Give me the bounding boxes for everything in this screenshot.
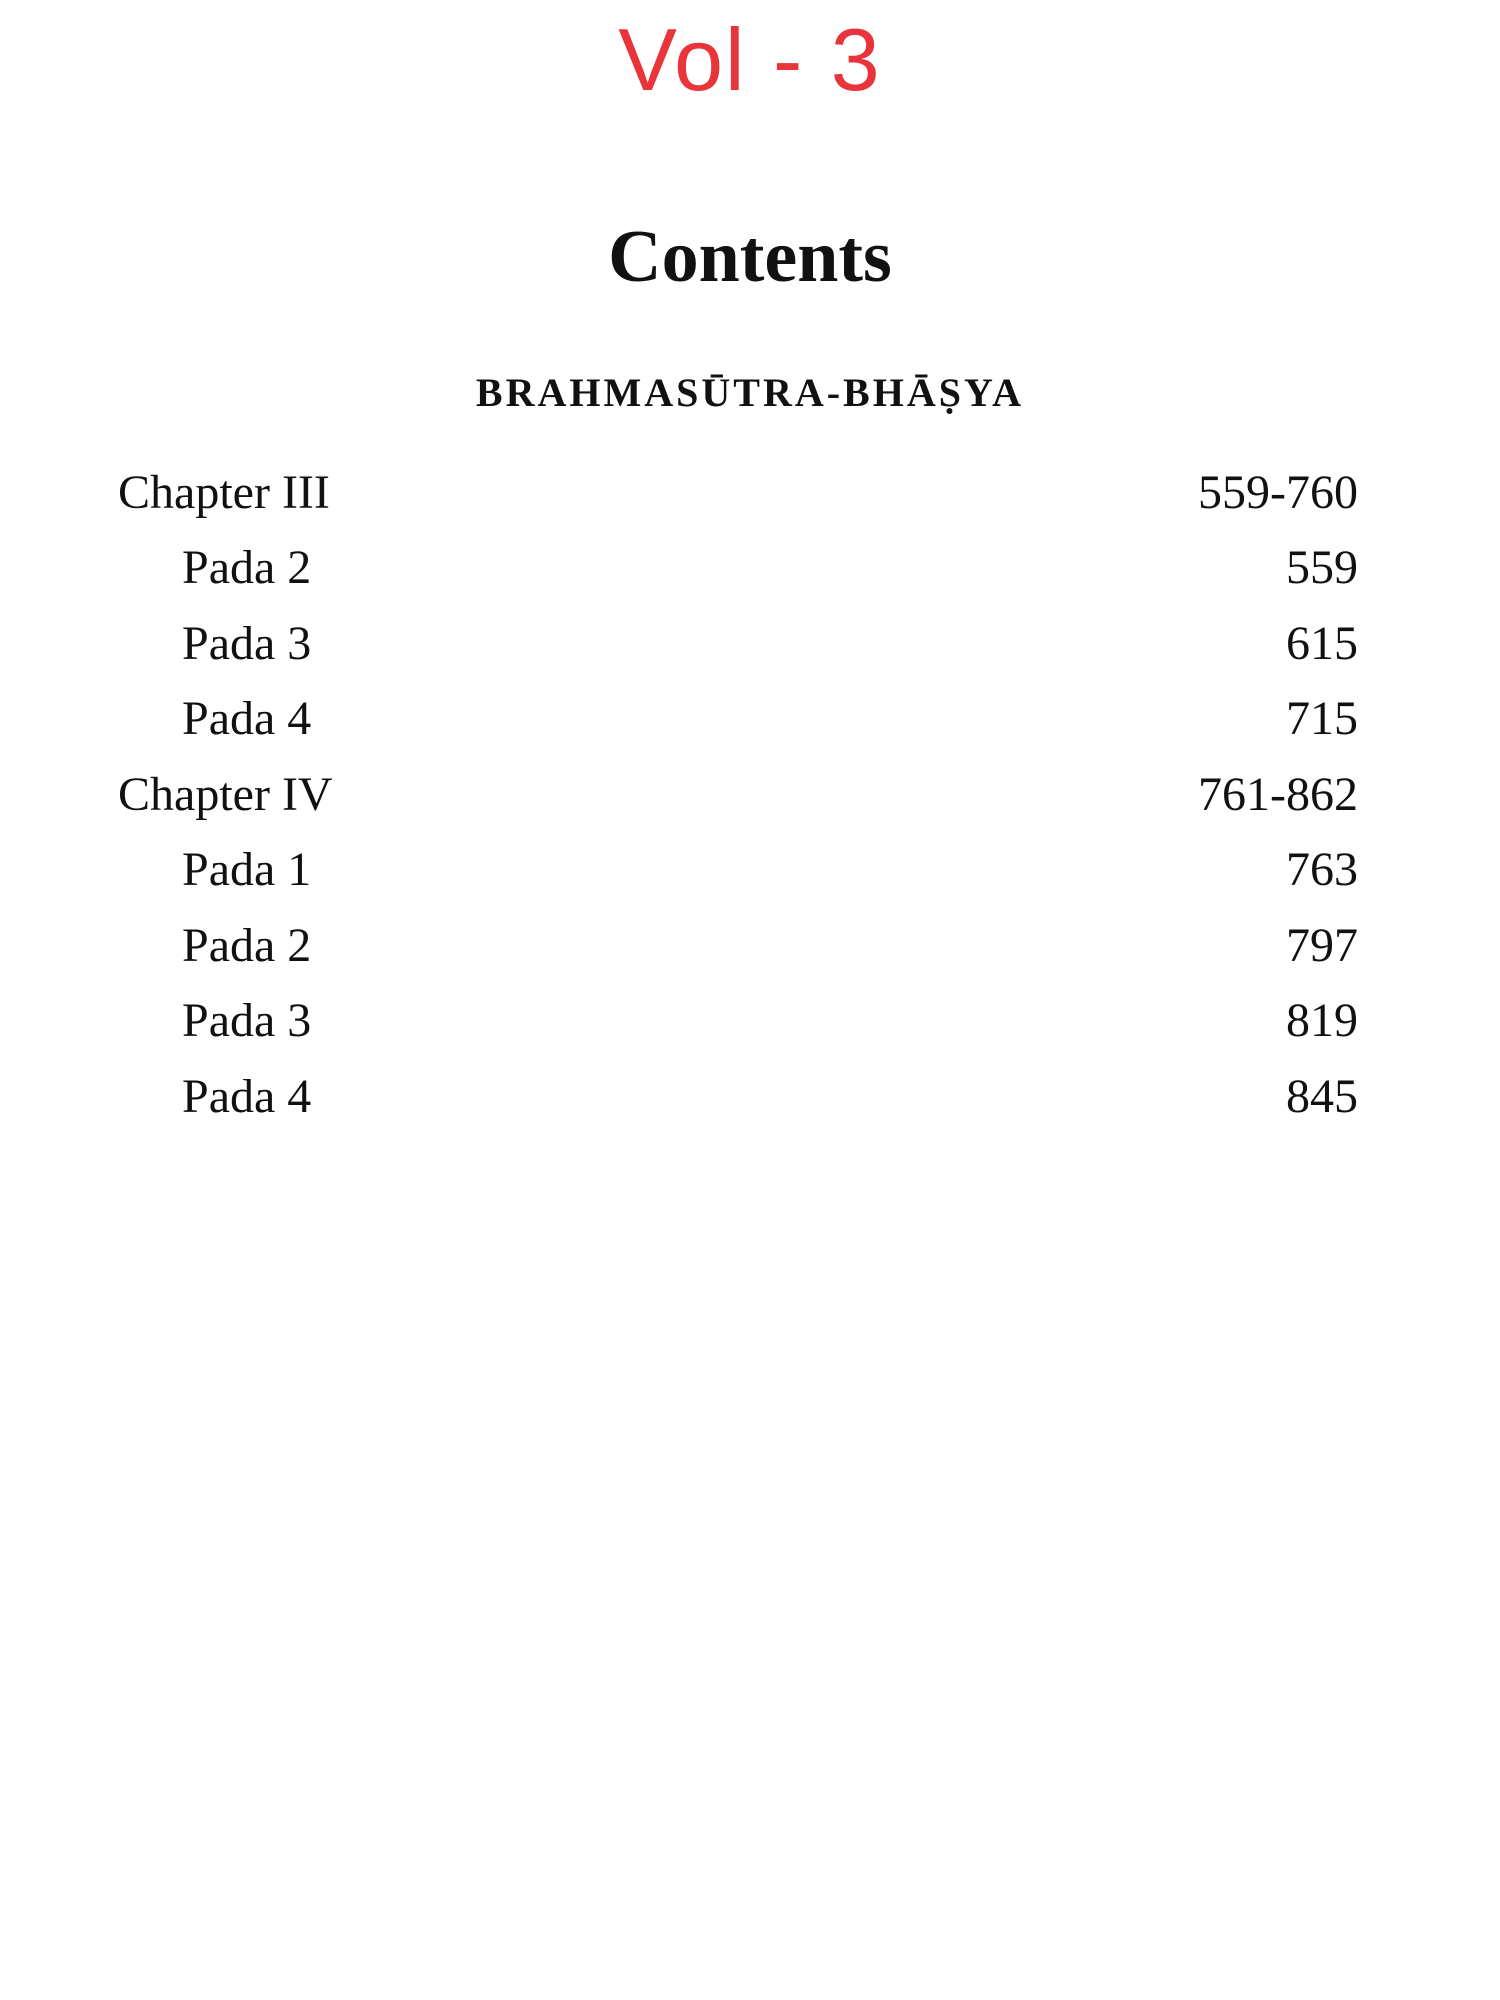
volume-label: Vol - 3: [618, 10, 882, 109]
toc-entry-label: Pada 4: [182, 1069, 312, 1123]
toc-entry-pages: 559: [1286, 541, 1358, 595]
toc-entry-pages: 761-862: [1198, 767, 1358, 821]
toc-entry-pages: 715: [1286, 692, 1358, 746]
toc-entry-label: Pada 4: [182, 692, 312, 746]
toc-entry-chapter-iv: [118, 757, 1358, 833]
toc-entry-pada: [118, 908, 1358, 984]
toc-entry-pada: [118, 1059, 1358, 1135]
toc-entry-pages: 559-760: [1198, 465, 1358, 519]
toc-entry-label: Pada 1: [182, 843, 312, 897]
section-title: BRAHMASŪTRA-BHĀṢYA: [475, 370, 1025, 415]
toc-entry-pages: 615: [1286, 616, 1358, 670]
toc-entry-pada: [118, 984, 1358, 1060]
toc-entry-label: Pada 2: [182, 918, 312, 972]
toc-entry-label: Pada 3: [182, 994, 312, 1048]
toc-entry-pages: 763: [1286, 843, 1358, 897]
toc-entry-pada: [118, 682, 1358, 758]
toc-entry-label: Chapter IV: [118, 767, 333, 821]
toc-entry-pada: [118, 606, 1358, 682]
toc-entry-label: Pada 3: [182, 616, 312, 670]
toc-entry-chapter-iii: [118, 455, 1358, 531]
toc-entry-label: Pada 2: [182, 541, 312, 595]
page-title: Contents: [608, 216, 892, 298]
table-of-contents: [118, 455, 1358, 1135]
toc-entry-label: Chapter III: [118, 465, 330, 519]
toc-entry-pages: 797: [1286, 918, 1358, 972]
toc-entry-pages: 819: [1286, 994, 1358, 1048]
toc-entry-pada: [118, 833, 1358, 909]
toc-entry-pada: [118, 531, 1358, 607]
toc-entry-pages: 845: [1286, 1069, 1358, 1123]
